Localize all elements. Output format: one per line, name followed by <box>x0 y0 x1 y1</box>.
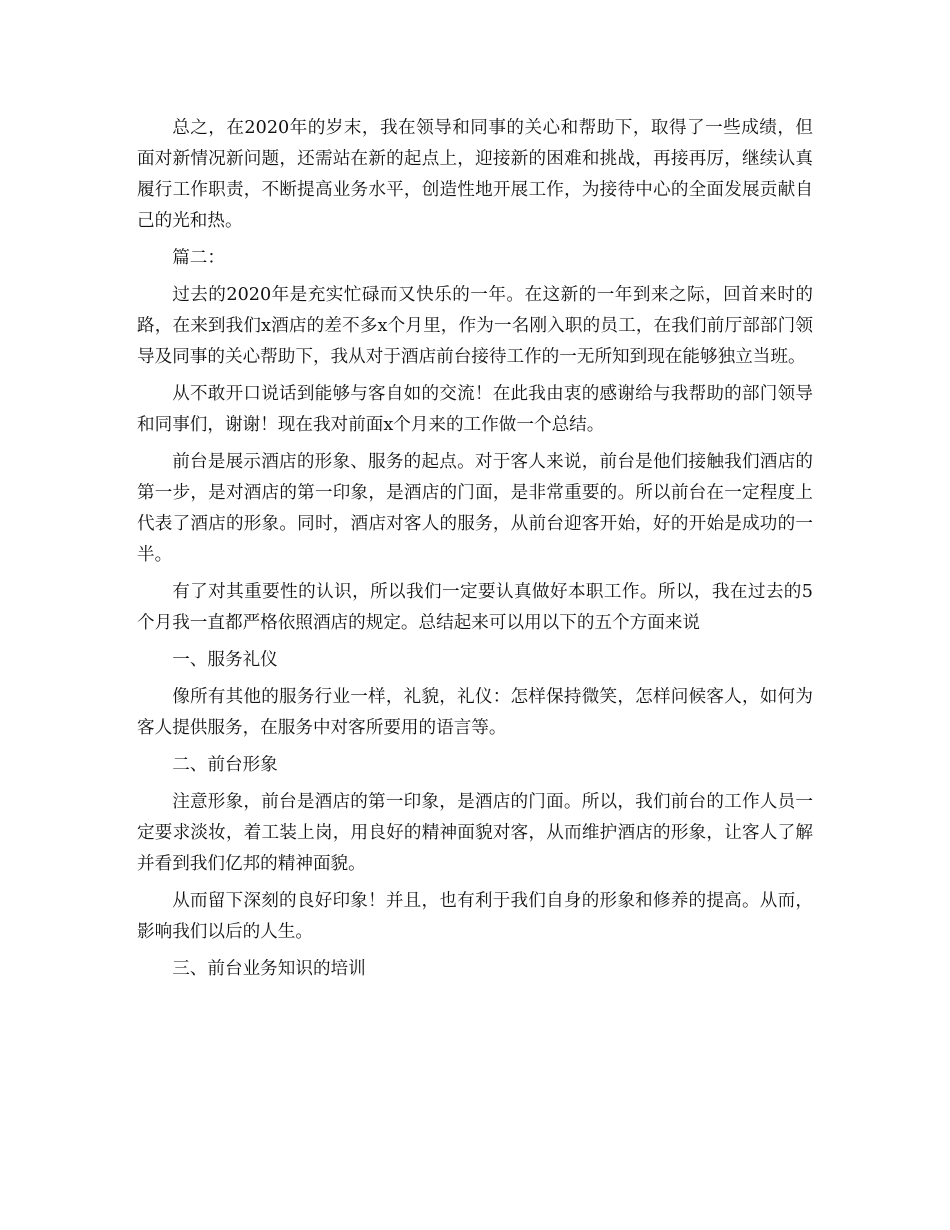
heading-service-etiquette: 一、服务礼仪 <box>172 650 278 670</box>
paragraph-front-desk-image: 注意形象，前台是酒店的第一印象，是酒店的门面。所以，我们前台的工作人员一定要求淡妆，着工装上岗，用良好的精神面貌对客，从而维护酒店的形象，让客人了解并看到我们亿邦的精神面貌。 <box>137 792 813 874</box>
paragraph-importance: 有了对其重要性的认识，所以我们一定要认真做好本职工作。所以，我在过去的5个月我一直都严格依照酒店的规定。总结起来可以用以下的五个方面来说 <box>137 582 813 633</box>
paragraph-service-etiquette: 像所有其他的服务行业一样，礼貌，礼仪：怎样保持微笑，怎样问候客人，如何为客人提供服务，在服务中对客所要用的语言等。 <box>137 687 813 738</box>
document-body <box>137 113 813 991</box>
paragraph-impression: 从而留下深刻的良好印象！并且，也有利于我们自身的形象和修养的提高。从而，影响我们以后的人生。 <box>137 891 813 942</box>
paragraph-front-desk-role: 前台是展示酒店的形象、服务的起点。对于客人来说，前台是他们接触我们酒店的第一步，是对酒店的第一印象，是酒店的门面，是非常重要的。所以前台在一定程度上代表了酒店的形象。同时，酒店对客人的服务，从前台迎客开始，好的开始是成功的一半。 <box>137 452 813 565</box>
heading-front-desk-image: 二、前台形象 <box>172 755 278 775</box>
section-label-part-two: 篇二： <box>172 248 225 268</box>
paragraph-thanks: 从不敢开口说话到能够与客自如的交流！在此我由衷的感谢给与我帮助的部门领导和同事们，谢谢！现在我对前面x个月来的工作做一个总结。 <box>137 384 813 435</box>
heading-business-training: 三、前台业务知识的培训 <box>172 959 366 979</box>
paragraph-summary: 总之，在2020年的岁末，我在领导和同事的关心和帮助下，取得了一些成绩，但面对新情况新问题，还需站在新的起点上，迎接新的困难和挑战，再接再厉，继续认真履行工作职责，不断提高业务水平，创造性地开展工作，为接待中心的全面发展贡献自己的光和热。 <box>137 118 813 231</box>
paragraph-past-year: 过去的2020年是充实忙碌而又快乐的一年。在这新的一年到来之际，回首来时的路，在来到我们x酒店的差不多x个月里，作为一名刚入职的员工，在我们前厅部部门领导及同事的关心帮助下，我从对于酒店前台接待工作的一无所知到现在能够独立当班。 <box>137 285 813 367</box>
